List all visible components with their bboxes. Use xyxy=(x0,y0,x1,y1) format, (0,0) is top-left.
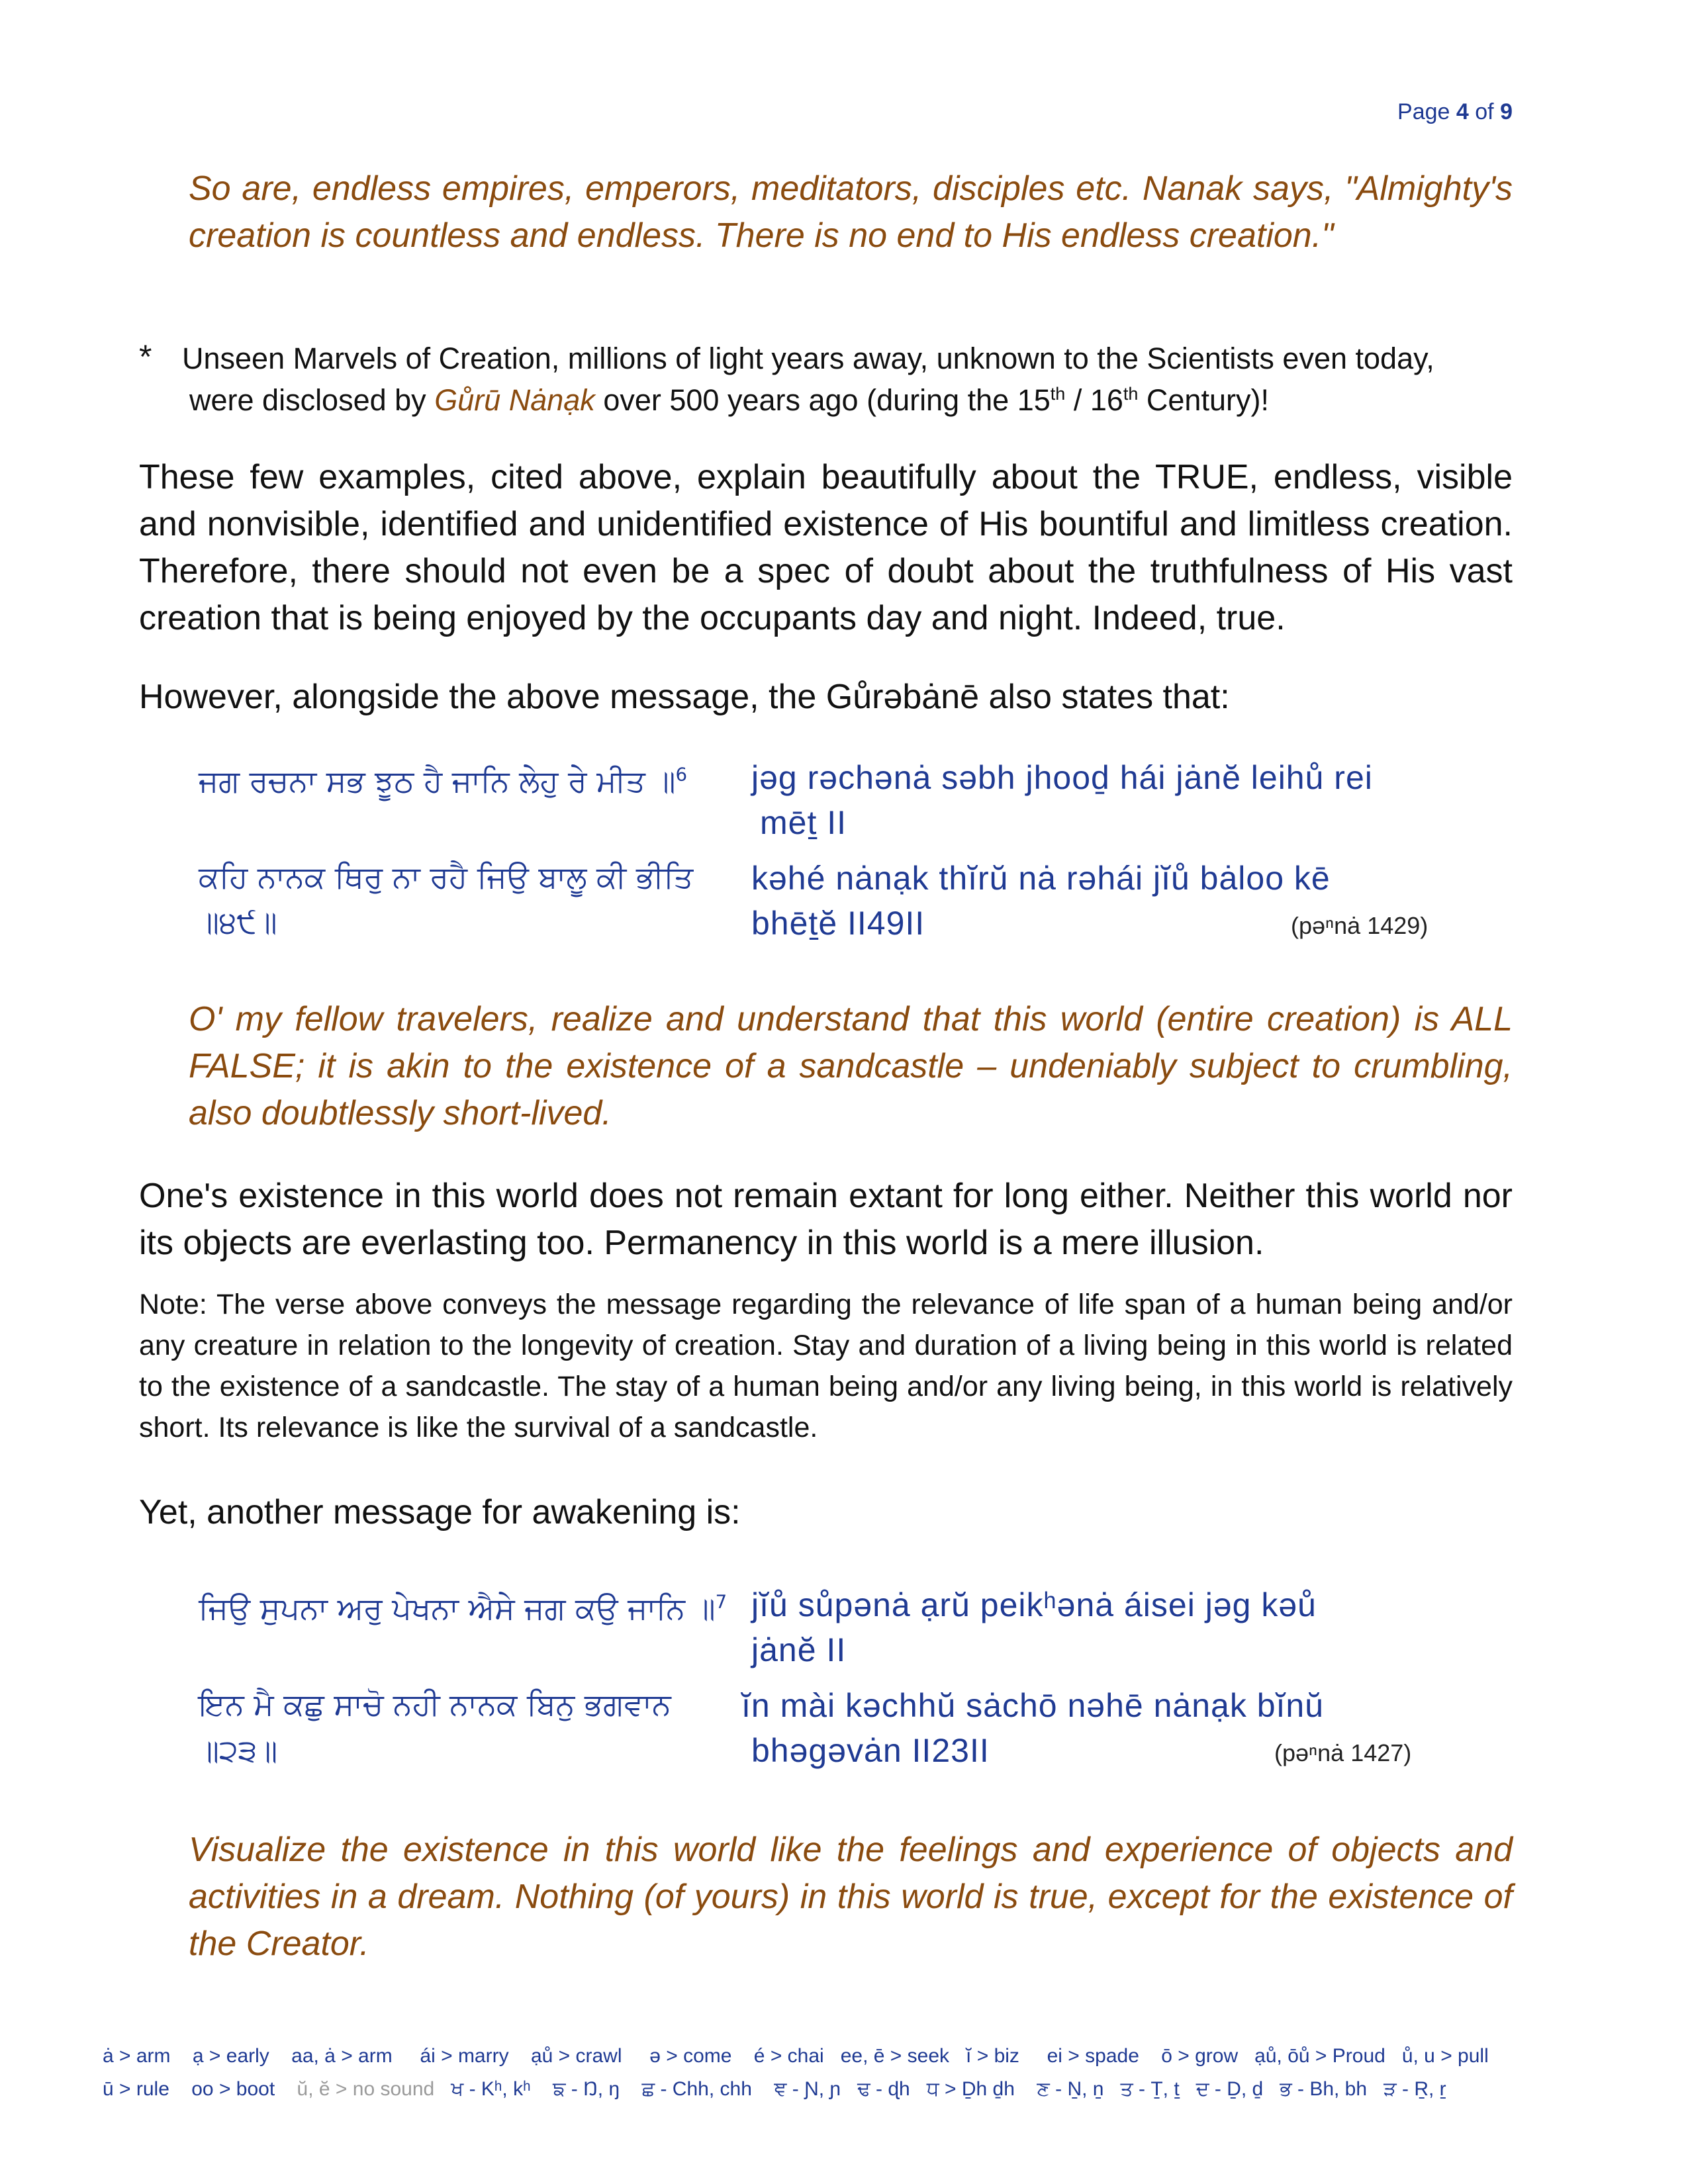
verse2-translit-line-4: bhəgəvȧn II23II xyxy=(751,1732,990,1769)
verse1-gurmukhi-line-3: ॥੪੯॥ xyxy=(199,904,277,940)
note-paragraph: Note: The verse above conveys the message regarding the relevance of life span of a human being and/or any creature in relation to the longevity of creation. Stay and duration of a living being in this world is related to the existence of a sandcastle. The stay of a human being and/or any living being, in this world is relatively short. Its relevance is like the survival of a sandcastle. xyxy=(139,1289,1513,1443)
legend-item: ō > grow xyxy=(1161,2045,1239,2067)
legend-item: ਛ - Chh, chh xyxy=(641,2078,752,2100)
legend-item: ȧ > arm xyxy=(103,2045,171,2067)
verse1-page-reference: (pəⁿnȧ 1429) xyxy=(1291,912,1429,939)
legend-item: ạů > crawl xyxy=(530,2045,622,2067)
legend-item: ei > spade xyxy=(1047,2045,1139,2067)
verse1-translit-line-2: mēṯ II xyxy=(760,804,847,841)
verse1-gurmukhi-line-1: ਜਗ ਰਚਨਾ ਸਭ ਝੂਠ ਹੈ ਜਾਨਿ ਲੇਹੁ ਰੇ ਮੀਤ ॥$^6$ xyxy=(199,763,688,799)
pronunciation-legend-row-2 xyxy=(103,2078,1446,2101)
footnote-line-2: were disclosed by Gůrū Nȧnạk over 500 years ago (during the 15th / 16th Century)! xyxy=(189,383,1269,417)
legend-item: oo > boot xyxy=(191,2078,275,2100)
translation-paragraph-2: O' my fellow travelers, realize and understand that this world (entire creation) is ALL FALSE; it is akin to the existence of a sandcastle – undeniably subject to crumbling, also doubtlessly short-lived. xyxy=(189,1000,1513,1132)
verse2-page-reference: (pəⁿnȧ 1427) xyxy=(1274,1739,1412,1766)
legend-item: aa, ȧ > arm xyxy=(291,2045,393,2067)
legend-item: ū > rule xyxy=(103,2078,169,2100)
footnote-line-1: Unseen Marvels of Creation, millions of light years away, unknown to the Scientists even today, xyxy=(182,341,1434,375)
verse2-gurmukhi-line-2: ਇਨ ਮੈ ਕਛੁ ਸਾਚੋ ਨਹੀ ਨਾਨਕ ਬਿਨੁ ਭਗਵਾਨ xyxy=(199,1686,671,1722)
verse2-translit-line-3: ĭn mài kəchhŭ sȧchō nəhē nȧnạk bĭnŭ xyxy=(741,1687,1325,1724)
body-paragraph-1: These few examples, cited above, explain beautifully about the TRUE, endless, visible and nonvisible, identified and unidentified existence of His bountiful and limitless creation. Therefore, there should not even be a spec of doubt about the truthfulness of His vast creation that is being enjoyed by the occupants day and night. Indeed, true. xyxy=(139,458,1513,637)
legend-item: ਤ - Ṯ, ṯ xyxy=(1120,2078,1180,2100)
body-paragraph-2: However, alongside the above message, the Gůrəbȧnē also states that: xyxy=(139,678,1230,716)
legend-item: ŭ, ĕ > no sound xyxy=(297,2078,435,2100)
legend-item: é > chai xyxy=(753,2045,824,2067)
legend-item: ee, ē > seek xyxy=(840,2045,950,2067)
legend-item: ਞ - Ɲ, ɲ xyxy=(774,2078,841,2100)
page-number: Page 4 of 9 xyxy=(1397,99,1513,124)
verse1-translit-line-3: kəhé nȧnạk thĭrŭ nȧ rəhái jĭů bȧloo kē xyxy=(751,860,1331,897)
legend-item: ਖ - Kʰ, kʰ xyxy=(451,2078,531,2100)
verse1-translit-line-4: bhēṯĕ II49II xyxy=(751,905,925,942)
translation-paragraph-1: So are, endless empires, emperors, meditators, disciples etc. Nanak says, "Almighty's creation is countless and endless. There is no end to His endless creation." xyxy=(189,169,1513,255)
legend-item: ਭ - Bh, bh xyxy=(1280,2078,1368,2100)
asterisk: * xyxy=(139,338,152,375)
legend-item: ạů, ōů > Proud xyxy=(1254,2045,1385,2067)
legend-item: ਦ - Ḏ, ḏ xyxy=(1196,2078,1264,2100)
legend-item: ਙ - Ŋ, ŋ xyxy=(552,2078,620,2100)
legend-item: ái > marry xyxy=(420,2045,509,2067)
legend-item: ə > come xyxy=(649,2045,732,2067)
pronunciation-legend-row-1 xyxy=(103,2045,1489,2068)
verse2-gurmukhi-line-3: ॥੨੩॥ xyxy=(199,1733,278,1768)
verse2-translit-line-1: jĭů sůpənȧ ạrŭ peikʰənȧ áisei jəg kəů xyxy=(751,1586,1317,1623)
verse2-translit-line-2: jȧnĕ II xyxy=(751,1631,847,1668)
guru-name: Gůrū Nȧnạk xyxy=(434,383,595,417)
legend-item: ੜ - Ṟ, ṟ xyxy=(1383,2078,1446,2100)
verse2-gurmukhi-line-1: ਜਿਉ ਸੁਪਨਾ ਅਰੁ ਪੇਖਨਾ ਐਸੇ ਜਗ ਕਉ ਜਾਨਿ ॥$^7$ xyxy=(199,1590,727,1626)
legend-item: ĭ > biz xyxy=(966,2045,1019,2067)
legend-item: ů, u > pull xyxy=(1401,2045,1489,2067)
translation-paragraph-3: Visualize the existence in this world like the feelings and experience of objects and activities in a dream. Nothing (of yours) in this world is true, except for the existence of the Creator. xyxy=(189,1831,1513,1963)
body-paragraph-3: One's existence in this world does not remain extant for long either. Neither this world nor its objects are everlasting too. Permanency in this world is a mere illusion. xyxy=(139,1177,1513,1262)
legend-item: ਧ > Ḏh ḏh xyxy=(926,2078,1015,2100)
verse1-gurmukhi-line-2: ਕਹਿ ਨਾਨਕ ਥਿਰੁ ਨਾ ਰਹੈ ਜਿਉ ਬਾਲੂ ਕੀ ਭੀਤਿ xyxy=(199,859,694,895)
verse1-translit-line-1: jəg rəchənȧ səbh jhooḏ hái jȧnĕ leihů rei xyxy=(751,759,1373,796)
legend-item: ਢ - ɖh xyxy=(857,2078,910,2100)
legend-item: ਣ - Ṉ, ṉ xyxy=(1037,2078,1104,2100)
footnote xyxy=(139,338,1513,421)
legend-item: ạ > early xyxy=(192,2045,269,2067)
body-paragraph-4: Yet, another message for awakening is: xyxy=(139,1493,741,1531)
